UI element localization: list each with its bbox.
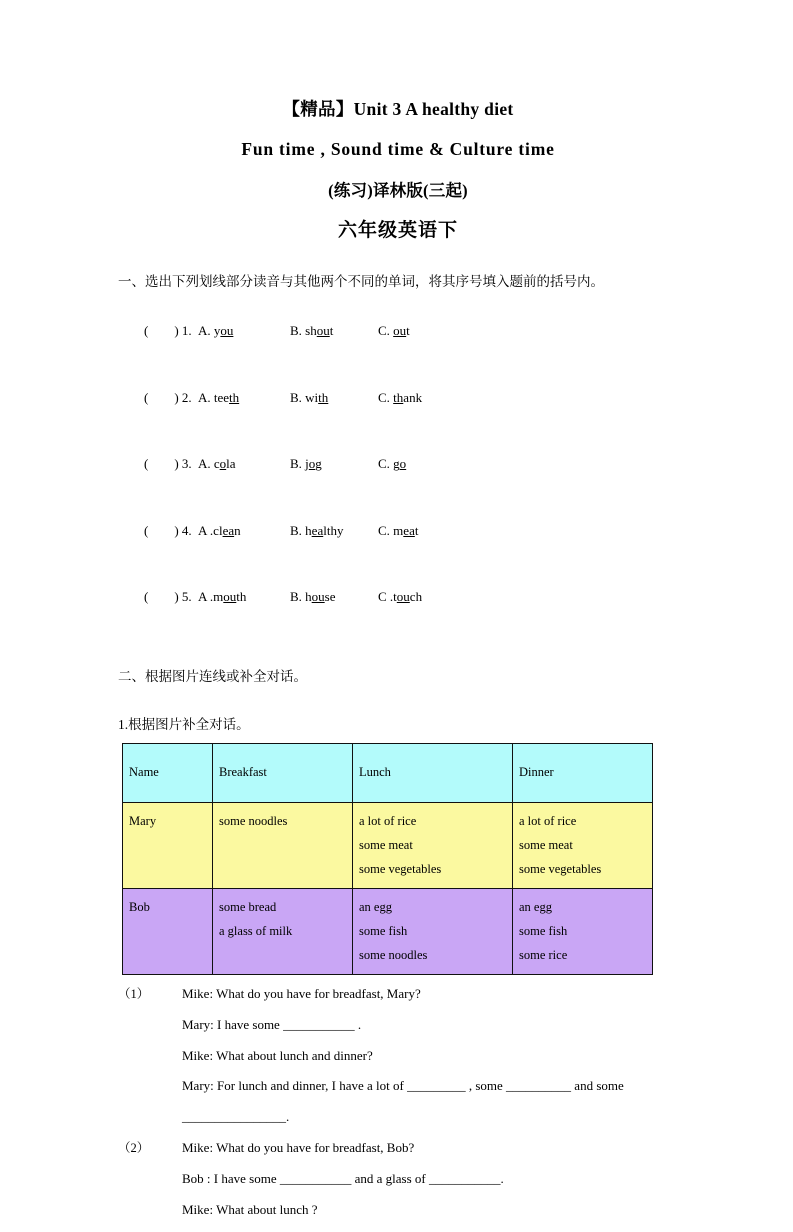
dialog-line: Mike: What about lunch and dinner? bbox=[182, 1047, 373, 1063]
dialog-line[interactable]: ________________. bbox=[182, 1109, 290, 1125]
dialog-line[interactable]: Mary: For lunch and dinner, I have a lot of _________ , some __________ and some bbox=[182, 1078, 624, 1094]
diet-table bbox=[122, 743, 653, 975]
dialog-line: Mike: What do you have for breadfast, Bob? bbox=[182, 1140, 415, 1156]
table-row bbox=[123, 888, 653, 974]
option-a[interactable]: A. cola bbox=[198, 456, 236, 472]
section-spacer bbox=[118, 633, 678, 667]
table-header-lunch: Lunch bbox=[353, 743, 513, 802]
dialog-line: Mike: What do you have for breadfast, Mary? bbox=[182, 985, 421, 1001]
dialog-line[interactable]: Mary: I have some ___________ . bbox=[182, 1016, 362, 1032]
question-row bbox=[118, 567, 678, 627]
dialog-line: Mike: What about lunch ? bbox=[182, 1201, 318, 1217]
section-2-subheading: 1.根据图片补全对话。 bbox=[118, 716, 250, 732]
cell-breakfast: some noodles bbox=[213, 802, 353, 888]
doc-title-line-3: (练习)译林版(三起) bbox=[328, 181, 468, 200]
cell-dinner: an egg some fish some rice bbox=[513, 888, 653, 974]
cell-lunch: a lot of rice some meat some vegetables bbox=[353, 802, 513, 888]
sub-spacer bbox=[118, 697, 678, 713]
doc-title-line-4: 六年级英语下 bbox=[337, 220, 458, 241]
document-content bbox=[118, 96, 678, 1232]
dialog-item bbox=[118, 985, 678, 1127]
section-2-heading: 二、根据图片连线或补全对话。 bbox=[118, 669, 307, 685]
section-1-heading: 一、选出下列划线部分读音与其他两个不同的单词，将其序号填入题前的括号内。 bbox=[118, 274, 604, 289]
option-b[interactable]: B. house bbox=[290, 589, 336, 605]
table-row bbox=[123, 802, 653, 888]
table-header-breakfast: Breakfast bbox=[213, 743, 353, 802]
question-row bbox=[118, 501, 678, 561]
table-header-row bbox=[123, 743, 653, 802]
answer-blank-parens[interactable]: ( ) 4. bbox=[144, 522, 192, 538]
cell-dinner: a lot of rice some meat some vegetables bbox=[513, 802, 653, 888]
cell-name: Bob bbox=[123, 888, 213, 974]
doc-title-line-1: 【精品】Unit 3 A healthy diet bbox=[282, 99, 514, 119]
dialog-line[interactable]: Bob : I have some ___________ and a glass of ___________. bbox=[182, 1170, 504, 1186]
cell-breakfast: some bread a glass of milk bbox=[213, 888, 353, 974]
answer-blank-parens[interactable]: ( ) 2. bbox=[144, 389, 192, 405]
table-header-name: Name bbox=[123, 743, 213, 802]
option-b[interactable]: B. healthy bbox=[290, 522, 344, 538]
question-row bbox=[118, 434, 678, 494]
answer-blank-parens[interactable]: ( ) 5. bbox=[144, 589, 192, 605]
option-b[interactable]: B. with bbox=[290, 389, 329, 405]
answer-blank-parens[interactable]: ( ) 1. bbox=[144, 323, 192, 339]
question-row bbox=[118, 301, 678, 361]
answer-blank-parens[interactable]: ( ) 3. bbox=[144, 456, 192, 472]
question-row bbox=[118, 368, 678, 428]
section-1-questions bbox=[118, 301, 678, 627]
option-a[interactable]: A. you bbox=[198, 323, 234, 339]
option-c[interactable]: C. meat bbox=[378, 522, 419, 538]
dialog-exercises bbox=[118, 985, 678, 1220]
option-b[interactable]: B. shout bbox=[290, 323, 334, 339]
dialog-item bbox=[118, 1139, 678, 1220]
option-b[interactable]: B. jog bbox=[290, 456, 322, 472]
dialog-number: （2） bbox=[118, 1141, 150, 1156]
option-c[interactable]: C. thank bbox=[378, 389, 423, 405]
option-c[interactable]: C .touch bbox=[378, 589, 423, 605]
cell-lunch: an egg some fish some noodles bbox=[353, 888, 513, 974]
dialog-body bbox=[182, 1139, 678, 1220]
option-c[interactable]: C. out bbox=[378, 323, 410, 339]
dialog-body bbox=[182, 985, 678, 1127]
option-a[interactable]: A .clean bbox=[198, 522, 241, 538]
table-header-dinner: Dinner bbox=[513, 743, 653, 802]
doc-title-line-2: Fun time , Sound time & Culture time bbox=[241, 139, 555, 159]
option-a[interactable]: A. teeth bbox=[198, 389, 240, 405]
option-a[interactable]: A .mouth bbox=[198, 589, 247, 605]
dialog-number: （1） bbox=[118, 986, 150, 1001]
cell-name: Mary bbox=[123, 802, 213, 888]
option-c[interactable]: C. go bbox=[378, 456, 407, 472]
